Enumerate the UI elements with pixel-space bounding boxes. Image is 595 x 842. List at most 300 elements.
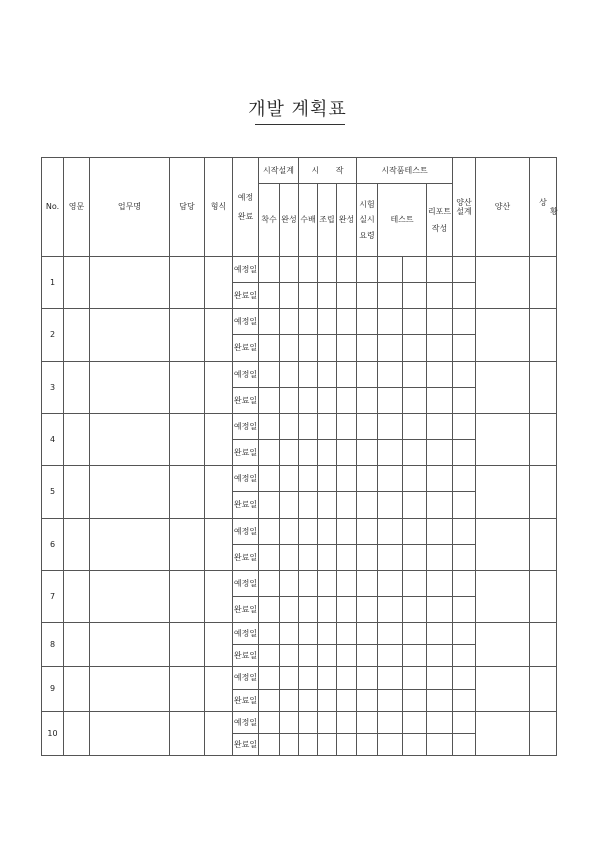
planned-cell[interactable] [337, 466, 357, 492]
done-cell[interactable] [427, 645, 453, 667]
row-cell[interactable] [64, 623, 90, 667]
table-row [42, 711, 557, 733]
planned-cell[interactable] [337, 257, 357, 283]
done-cell[interactable] [427, 492, 453, 518]
row-cell[interactable] [530, 667, 557, 711]
done-cell[interactable] [427, 597, 453, 623]
planned-cell[interactable] [427, 413, 453, 439]
row-cell[interactable] [530, 361, 557, 413]
row-cell[interactable] [64, 466, 90, 518]
table-row [42, 309, 557, 335]
planned-cell[interactable] [378, 667, 403, 689]
row-cell[interactable] [170, 667, 205, 711]
planned-cell[interactable] [453, 257, 476, 283]
done-cell[interactable] [357, 544, 378, 570]
header-col-a [453, 158, 476, 257]
planned-cell[interactable] [378, 711, 403, 733]
done-cell[interactable] [378, 597, 403, 623]
planned-cell[interactable] [280, 570, 299, 596]
planned-cell[interactable] [280, 257, 299, 283]
planned-cell[interactable] [453, 361, 476, 387]
planned-label: 예정일 [233, 257, 259, 283]
planned-cell[interactable] [318, 257, 337, 283]
done-cell[interactable] [318, 689, 337, 711]
planned-cell[interactable] [299, 570, 318, 596]
planned-cell[interactable] [357, 667, 378, 689]
header-col-a-line2: 설계 [456, 207, 472, 216]
header-g3-sub1-line2: 실시 [359, 215, 375, 225]
row-cell[interactable] [530, 711, 557, 755]
done-cell[interactable] [403, 689, 427, 711]
row-cell[interactable] [476, 518, 530, 570]
done-cell[interactable] [337, 689, 357, 711]
row-cell[interactable] [476, 413, 530, 465]
row-cell[interactable] [64, 570, 90, 622]
done-cell[interactable] [378, 544, 403, 570]
row-cell[interactable] [476, 309, 530, 361]
done-cell[interactable] [357, 733, 378, 755]
done-cell[interactable] [259, 689, 280, 711]
done-cell[interactable] [318, 544, 337, 570]
done-cell[interactable] [337, 733, 357, 755]
planned-cell[interactable] [453, 309, 476, 335]
done-cell[interactable] [280, 440, 299, 466]
row-cell[interactable] [476, 711, 530, 755]
done-cell[interactable] [259, 492, 280, 518]
row-cell[interactable] [530, 257, 557, 309]
planned-cell[interactable] [427, 518, 453, 544]
done-cell[interactable] [280, 283, 299, 309]
planned-cell[interactable] [259, 518, 280, 544]
planned-cell[interactable] [318, 361, 337, 387]
row-cell[interactable] [90, 623, 170, 667]
done-cell[interactable] [337, 544, 357, 570]
done-cell[interactable] [453, 645, 476, 667]
header-g3-sub1-line1: 시험 [359, 200, 375, 210]
done-cell[interactable] [280, 544, 299, 570]
done-cell[interactable] [378, 492, 403, 518]
planned-cell[interactable] [259, 711, 280, 733]
done-cell[interactable] [427, 283, 453, 309]
row-cell[interactable] [530, 413, 557, 465]
planned-cell[interactable] [337, 413, 357, 439]
planned-cell[interactable] [453, 413, 476, 439]
done-label: 완료일 [233, 387, 259, 413]
planned-label: 예정일 [233, 570, 259, 596]
planned-cell[interactable] [378, 257, 403, 283]
row-number: 7 [42, 570, 64, 622]
row-cell[interactable] [205, 667, 233, 711]
planned-cell[interactable] [427, 257, 453, 283]
row-cell[interactable] [90, 711, 170, 755]
planned-cell[interactable] [403, 257, 427, 283]
row-cell[interactable] [530, 518, 557, 570]
planned-cell[interactable] [403, 309, 427, 335]
done-cell[interactable] [318, 733, 337, 755]
planned-cell[interactable] [259, 309, 280, 335]
row-cell[interactable] [170, 518, 205, 570]
done-cell[interactable] [427, 387, 453, 413]
done-cell[interactable] [299, 733, 318, 755]
done-cell[interactable] [403, 733, 427, 755]
planned-cell[interactable] [357, 413, 378, 439]
planned-cell[interactable] [259, 361, 280, 387]
row-number: 8 [42, 623, 64, 667]
planned-cell[interactable] [318, 413, 337, 439]
header-g3-sub2: 테스트 [378, 184, 427, 257]
done-cell[interactable] [299, 492, 318, 518]
planned-cell[interactable] [357, 466, 378, 492]
done-cell[interactable] [318, 492, 337, 518]
done-cell[interactable] [259, 645, 280, 667]
planned-cell[interactable] [357, 309, 378, 335]
done-cell[interactable] [378, 440, 403, 466]
row-cell[interactable] [170, 361, 205, 413]
done-cell[interactable] [337, 597, 357, 623]
row-cell[interactable] [530, 623, 557, 667]
done-cell[interactable] [403, 335, 427, 361]
row-number: 3 [42, 361, 64, 413]
done-cell[interactable] [403, 645, 427, 667]
done-cell[interactable] [259, 335, 280, 361]
done-cell[interactable] [299, 597, 318, 623]
header-g3-sub3-line2: 작성 [431, 224, 448, 233]
header-no: No. [42, 158, 64, 257]
planned-cell[interactable] [299, 711, 318, 733]
done-cell[interactable] [403, 597, 427, 623]
done-cell[interactable] [318, 335, 337, 361]
planned-cell[interactable] [427, 667, 453, 689]
done-cell[interactable] [337, 283, 357, 309]
planned-cell[interactable] [403, 518, 427, 544]
header-g2-sub3: 완성 [337, 184, 357, 257]
done-cell[interactable] [403, 387, 427, 413]
planned-cell[interactable] [318, 518, 337, 544]
row-cell[interactable] [90, 413, 170, 465]
planned-cell[interactable] [337, 518, 357, 544]
done-cell[interactable] [337, 645, 357, 667]
planned-cell[interactable] [453, 518, 476, 544]
row-cell[interactable] [64, 257, 90, 309]
planned-cell[interactable] [453, 623, 476, 645]
planned-cell[interactable] [299, 309, 318, 335]
header-g1-sub2: 완성 [280, 184, 299, 257]
row-cell[interactable] [170, 309, 205, 361]
planned-cell[interactable] [453, 711, 476, 733]
planned-cell[interactable] [427, 570, 453, 596]
done-cell[interactable] [280, 645, 299, 667]
planned-cell[interactable] [259, 413, 280, 439]
planned-cell[interactable] [357, 623, 378, 645]
planned-cell[interactable] [337, 570, 357, 596]
done-cell[interactable] [453, 335, 476, 361]
planned-cell[interactable] [337, 309, 357, 335]
planned-cell[interactable] [337, 667, 357, 689]
row-cell[interactable] [170, 413, 205, 465]
row-cell[interactable] [90, 466, 170, 518]
done-cell[interactable] [299, 689, 318, 711]
planned-label: 예정일 [233, 466, 259, 492]
done-cell[interactable] [427, 440, 453, 466]
done-cell[interactable] [453, 283, 476, 309]
row-cell[interactable] [205, 570, 233, 622]
done-cell[interactable] [427, 689, 453, 711]
done-cell[interactable] [259, 733, 280, 755]
table-row [42, 361, 557, 387]
table-row [42, 570, 557, 596]
plan-table [41, 157, 557, 756]
planned-label: 예정일 [233, 309, 259, 335]
table-row [42, 667, 557, 689]
row-number: 5 [42, 466, 64, 518]
planned-cell[interactable] [378, 361, 403, 387]
row-cell[interactable] [170, 623, 205, 667]
done-cell[interactable] [357, 597, 378, 623]
planned-cell[interactable] [280, 413, 299, 439]
row-number: 10 [42, 711, 64, 755]
planned-cell[interactable] [299, 518, 318, 544]
row-cell[interactable] [64, 309, 90, 361]
row-cell[interactable] [476, 570, 530, 622]
done-cell[interactable] [337, 440, 357, 466]
done-cell[interactable] [453, 544, 476, 570]
row-cell[interactable] [205, 623, 233, 667]
row-cell[interactable] [90, 570, 170, 622]
done-cell[interactable] [357, 645, 378, 667]
planned-cell[interactable] [378, 413, 403, 439]
row-cell[interactable] [64, 711, 90, 755]
row-cell[interactable] [476, 466, 530, 518]
planned-cell[interactable] [357, 257, 378, 283]
planned-cell[interactable] [280, 361, 299, 387]
done-cell[interactable] [378, 283, 403, 309]
header-col6 [233, 158, 259, 257]
planned-cell[interactable] [259, 667, 280, 689]
planned-cell[interactable] [403, 413, 427, 439]
planned-cell[interactable] [453, 570, 476, 596]
row-cell[interactable] [170, 711, 205, 755]
planned-cell[interactable] [357, 518, 378, 544]
row-cell[interactable] [90, 518, 170, 570]
done-cell[interactable] [259, 440, 280, 466]
done-cell[interactable] [280, 335, 299, 361]
planned-cell[interactable] [427, 623, 453, 645]
done-cell[interactable] [453, 597, 476, 623]
done-cell[interactable] [318, 597, 337, 623]
done-cell[interactable] [453, 733, 476, 755]
planned-cell[interactable] [378, 518, 403, 544]
planned-cell[interactable] [318, 309, 337, 335]
header-col-a-line1: 양산 [456, 197, 472, 207]
row-cell[interactable] [205, 361, 233, 413]
header-group3: 시작품테스트 [357, 158, 453, 184]
row-cell[interactable] [205, 466, 233, 518]
done-cell[interactable] [337, 335, 357, 361]
done-cell[interactable] [299, 544, 318, 570]
planned-cell[interactable] [378, 466, 403, 492]
planned-cell[interactable] [318, 623, 337, 645]
planned-cell[interactable] [318, 570, 337, 596]
planned-cell[interactable] [318, 667, 337, 689]
done-cell[interactable] [427, 544, 453, 570]
done-cell[interactable] [453, 689, 476, 711]
done-label: 완료일 [233, 645, 259, 667]
row-cell[interactable] [530, 309, 557, 361]
done-cell[interactable] [357, 689, 378, 711]
row-cell[interactable] [530, 570, 557, 622]
planned-cell[interactable] [259, 570, 280, 596]
row-cell[interactable] [205, 413, 233, 465]
done-cell[interactable] [280, 492, 299, 518]
planned-cell[interactable] [299, 466, 318, 492]
done-cell[interactable] [318, 645, 337, 667]
row-cell[interactable] [476, 623, 530, 667]
row-cell[interactable] [64, 413, 90, 465]
done-cell[interactable] [453, 387, 476, 413]
done-cell[interactable] [299, 440, 318, 466]
header-col-b: 양산 [476, 158, 530, 257]
planned-cell[interactable] [427, 711, 453, 733]
done-cell[interactable] [378, 387, 403, 413]
row-cell[interactable] [90, 667, 170, 711]
title-underline [255, 124, 345, 125]
row-cell[interactable] [205, 518, 233, 570]
planned-cell[interactable] [453, 466, 476, 492]
done-cell[interactable] [280, 387, 299, 413]
done-cell[interactable] [357, 440, 378, 466]
header-g3-sub3 [427, 184, 453, 257]
done-cell[interactable] [259, 597, 280, 623]
header-col6a: 예정 [237, 192, 254, 202]
row-cell[interactable] [90, 361, 170, 413]
planned-cell[interactable] [318, 466, 337, 492]
done-cell[interactable] [318, 440, 337, 466]
planned-cell[interactable] [280, 623, 299, 645]
planned-cell[interactable] [403, 570, 427, 596]
planned-cell[interactable] [299, 361, 318, 387]
done-cell[interactable] [318, 387, 337, 413]
done-cell[interactable] [357, 283, 378, 309]
row-cell[interactable] [476, 361, 530, 413]
planned-cell[interactable] [357, 361, 378, 387]
done-cell[interactable] [378, 335, 403, 361]
row-cell[interactable] [205, 309, 233, 361]
done-cell[interactable] [453, 492, 476, 518]
planned-cell[interactable] [259, 257, 280, 283]
planned-cell[interactable] [299, 623, 318, 645]
planned-cell[interactable] [453, 667, 476, 689]
done-cell[interactable] [378, 689, 403, 711]
planned-cell[interactable] [337, 711, 357, 733]
done-cell[interactable] [259, 387, 280, 413]
planned-cell[interactable] [403, 466, 427, 492]
done-cell[interactable] [259, 283, 280, 309]
planned-cell[interactable] [280, 518, 299, 544]
planned-cell[interactable] [427, 466, 453, 492]
row-cell[interactable] [64, 361, 90, 413]
planned-cell[interactable] [337, 623, 357, 645]
header-col-c2: 황 [550, 207, 558, 216]
done-cell[interactable] [299, 387, 318, 413]
done-cell[interactable] [259, 544, 280, 570]
table-body [42, 257, 557, 756]
done-label: 완료일 [233, 440, 259, 466]
done-cell[interactable] [357, 387, 378, 413]
planned-cell[interactable] [259, 466, 280, 492]
planned-cell[interactable] [403, 667, 427, 689]
planned-cell[interactable] [318, 711, 337, 733]
row-cell[interactable] [170, 570, 205, 622]
table-row [42, 518, 557, 544]
row-cell[interactable] [90, 309, 170, 361]
planned-cell[interactable] [403, 711, 427, 733]
planned-cell[interactable] [403, 361, 427, 387]
done-cell[interactable] [318, 283, 337, 309]
done-cell[interactable] [378, 733, 403, 755]
planned-cell[interactable] [378, 309, 403, 335]
done-cell[interactable] [337, 492, 357, 518]
row-cell[interactable] [530, 466, 557, 518]
planned-cell[interactable] [378, 570, 403, 596]
planned-cell[interactable] [280, 309, 299, 335]
done-cell[interactable] [403, 544, 427, 570]
row-cell[interactable] [170, 257, 205, 309]
planned-cell[interactable] [357, 711, 378, 733]
done-cell[interactable] [403, 440, 427, 466]
done-cell[interactable] [403, 492, 427, 518]
row-cell[interactable] [205, 257, 233, 309]
done-cell[interactable] [427, 335, 453, 361]
row-cell[interactable] [64, 667, 90, 711]
done-cell[interactable] [378, 645, 403, 667]
row-cell[interactable] [90, 257, 170, 309]
done-cell[interactable] [357, 492, 378, 518]
done-cell[interactable] [299, 645, 318, 667]
done-cell[interactable] [337, 387, 357, 413]
done-label: 완료일 [233, 733, 259, 755]
done-cell[interactable] [357, 335, 378, 361]
row-cell[interactable] [476, 257, 530, 309]
row-cell[interactable] [64, 518, 90, 570]
header-g3-sub1 [357, 184, 378, 257]
planned-cell[interactable] [299, 257, 318, 283]
done-cell[interactable] [403, 283, 427, 309]
done-cell[interactable] [280, 689, 299, 711]
row-cell[interactable] [476, 667, 530, 711]
planned-cell[interactable] [280, 466, 299, 492]
row-cell[interactable] [205, 711, 233, 755]
done-cell[interactable] [299, 335, 318, 361]
planned-cell[interactable] [280, 667, 299, 689]
done-cell[interactable] [299, 283, 318, 309]
planned-cell[interactable] [403, 623, 427, 645]
done-cell[interactable] [280, 733, 299, 755]
row-cell[interactable] [170, 466, 205, 518]
done-cell[interactable] [427, 733, 453, 755]
planned-cell[interactable] [299, 667, 318, 689]
planned-cell[interactable] [280, 711, 299, 733]
done-cell[interactable] [453, 440, 476, 466]
planned-cell[interactable] [259, 623, 280, 645]
planned-cell[interactable] [427, 361, 453, 387]
planned-cell[interactable] [378, 623, 403, 645]
planned-cell[interactable] [427, 309, 453, 335]
planned-cell[interactable] [337, 361, 357, 387]
planned-cell[interactable] [299, 413, 318, 439]
done-cell[interactable] [280, 597, 299, 623]
header-g3-sub3-line1: 리포트 [427, 206, 452, 216]
planned-cell[interactable] [357, 570, 378, 596]
